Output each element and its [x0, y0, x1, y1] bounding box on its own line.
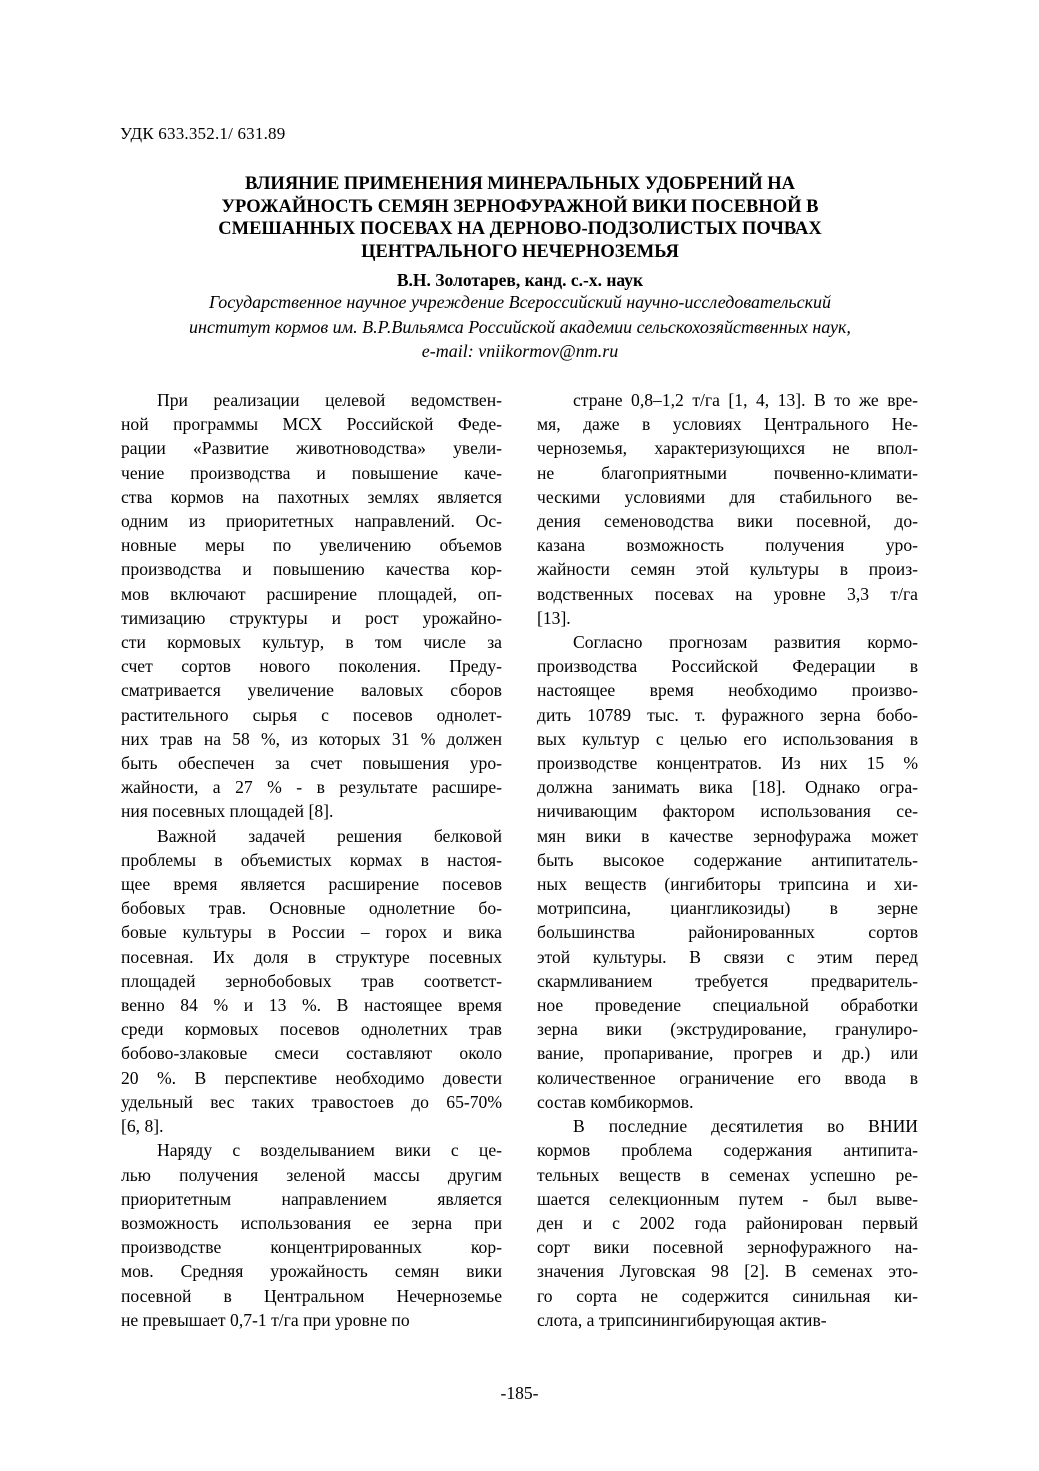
paragraph: [121, 388, 502, 824]
text-line: ческими условиями для стабильного ве-: [537, 486, 918, 507]
text-line: посевная. Их доля в структуре посевных: [121, 946, 502, 967]
text-line: ден и с 2002 года районирован первый: [537, 1212, 918, 1233]
affiliation-line: Государственное научное учреждение Всероссийский научно-исследовательский: [208, 292, 832, 312]
paragraph: [537, 630, 918, 1114]
text-line: сти кормовых культур, в том числе за: [121, 632, 502, 653]
page-number: -185-: [500, 1383, 539, 1403]
text-line: большинства районированных сортов: [537, 922, 918, 943]
text-line: мов включают расширение площадей, оп-: [121, 583, 502, 604]
text-line: ной программы МСХ Российской Феде-: [121, 414, 502, 435]
text-line: жайности, а 27 % - в результате расшире-: [121, 777, 502, 798]
text-line: венно 84 % и 13 %. В настоящее время: [121, 995, 502, 1016]
text-line: ных веществ (ингибиторы трипсина и хи-: [537, 874, 918, 895]
title-line: СМЕШАННЫХ ПОСЕВАХ НА ДЕРНОВО-ПОДЗОЛИСТЫХ ПОЧВАХ: [218, 219, 822, 239]
text-line: шается селекционным путем - был выве-: [537, 1188, 918, 1209]
text-line: не превышает 0,7-1 т/га при уровне по: [121, 1309, 410, 1330]
text-line: настоящее время необходимо произво-: [537, 680, 918, 701]
right-column: [537, 388, 918, 1332]
text-line: ное проведение специальной обработки: [537, 995, 918, 1016]
text-line: тимизацию структуры и рост урожайно-: [121, 607, 502, 628]
text-line: площадей зернобобовых трав соответст-: [121, 970, 502, 991]
text-line: слота, а трипсинингибирующая актив-: [537, 1309, 827, 1330]
paragraph: [537, 388, 918, 630]
text-line: приоритетным направлением является: [121, 1188, 502, 1209]
text-line: производства Российской Федерации в: [537, 656, 918, 677]
text-line: производстве концентрированных кор-: [121, 1237, 502, 1258]
title-line: УРОЖАЙНОСТЬ СЕМЯН ЗЕРНОФУРАЖНОЙ ВИКИ ПОСЕВНОЙ В: [221, 196, 819, 217]
text-line: зерна вики (экструдирование, гранулиро-: [537, 1019, 918, 1040]
text-line: черноземья, характеризующихся не впол-: [537, 438, 918, 459]
text-line: рации «Развитие животноводства» увели-: [121, 438, 502, 459]
text-line: скармливанием требуется предваритель-: [537, 970, 918, 991]
text-line: 20 %. В перспективе необходимо довести: [121, 1067, 502, 1088]
text-line: ничивающим фактором использования се-: [537, 801, 918, 822]
affiliation-email: e-mail: vniikormov@nm.ru: [421, 341, 619, 361]
text-line: производстве концентратов. Из них 15 %: [537, 753, 918, 774]
text-line: мов. Средняя урожайность семян вики: [121, 1261, 502, 1282]
text-line: дения семеноводства вики посевной, до-: [537, 511, 918, 532]
text-line: бобовых трав. Основные однолетние бо-: [121, 898, 502, 919]
text-line: мян вики в качестве зернофуража может: [537, 825, 918, 846]
text-line: кормов проблема содержания антипита-: [537, 1140, 918, 1161]
text-line: счет сортов нового поколения. Преду-: [121, 656, 502, 677]
title-line: ВЛИЯНИЕ ПРИМЕНЕНИЯ МИНЕРАЛЬНЫХ УДОБРЕНИЙ НА: [245, 174, 795, 194]
text-line: количественное ограничение его ввода в: [537, 1067, 918, 1088]
paragraph: [537, 1114, 918, 1332]
text-line: возможность использования ее зерна при: [121, 1212, 502, 1233]
text-line: растительного сырья с посевов однолет-: [121, 704, 502, 725]
text-line: лью получения зеленой массы другим: [121, 1164, 502, 1185]
text-line: дить 10789 тыс. т. фуражного зерна бобо-: [537, 704, 918, 725]
text-line: Согласно прогнозам развития кормо-: [573, 632, 918, 653]
author-line: В.Н. Золотарев, канд. с.-х. наук: [396, 270, 644, 290]
text-line: Наряду с возделыванием вики с це-: [157, 1140, 502, 1161]
text-line: бовые культуры в России – горох и вика: [121, 922, 502, 943]
text-line: посевной в Центральном Нечерноземье: [121, 1285, 502, 1306]
text-line: тельных веществ в семенах успешно ре-: [537, 1164, 918, 1185]
text-line: стране 0,8–1,2 т/га [1, 4, 13]. В то же вре-: [573, 390, 918, 410]
text-line: одним из приоритетных направлений. Ос-: [121, 511, 502, 532]
text-line: значения Луговская 98 [2]. В семенах это-: [537, 1261, 918, 1282]
text-line: проблемы в объемистых кормах в настоя-: [121, 849, 502, 870]
text-line: вых культур с целью его использования в: [537, 728, 918, 749]
text-line: В последние десятилетия во ВНИИ: [573, 1116, 918, 1137]
text-line: вание, пропаривание, прогрев и др.) или: [537, 1043, 918, 1064]
paragraph: [121, 1138, 502, 1332]
paragraph: [121, 824, 502, 1139]
text-line: ния посевных площадей [8].: [121, 801, 334, 822]
text-line: не благоприятными почвенно-климати-: [537, 462, 918, 483]
text-line: должна занимать вика [18]. Однако огра-: [537, 777, 918, 798]
udc-code: УДК 633.352.1/ 631.89: [120, 124, 286, 143]
text-line: При реализации целевой ведомствен-: [157, 390, 502, 410]
article-title: [110, 173, 930, 263]
text-line: го сорта не содержится синильная ки-: [537, 1285, 918, 1306]
text-line: мотрипсина, циангликозиды) в зерне: [537, 898, 918, 919]
text-line: производства и повышению качества кор-: [121, 559, 502, 580]
text-line: состав комбикормов.: [537, 1091, 694, 1112]
text-line: мя, даже в условиях Центрального Не-: [537, 414, 918, 435]
text-line: бобово-злаковые смеси составляют около: [121, 1043, 502, 1064]
text-line: казана возможность получения уро-: [537, 535, 918, 556]
text-line: удельный вес таких травостоев до 65-70%: [121, 1091, 502, 1112]
text-line: этой культуры. В связи с этим перед: [537, 946, 918, 967]
text-line: [13].: [537, 607, 571, 628]
text-line: быть высокое содержание антипитатель-: [537, 849, 918, 870]
title-line: ЦЕНТРАЛЬНОГО НЕЧЕРНОЗЕМЬЯ: [361, 241, 679, 262]
text-line: сорт вики посевной зернофуражного на-: [537, 1237, 918, 1258]
text-line: чение производства и повышение каче-: [121, 462, 502, 483]
text-line: Важной задачей решения белковой: [157, 825, 502, 846]
text-line: щее время является расширение посевов: [121, 874, 502, 895]
text-line: них трав на 58 %, из которых 31 % должен: [121, 728, 502, 749]
text-line: новные меры по увеличению объемов: [121, 535, 502, 556]
affiliation-line: институт кормов им. В.Р.Вильямса Российской академии сельскохозяйственных наук,: [189, 316, 851, 337]
affiliation: [110, 290, 930, 364]
text-line: жайности семян этой культуры в произ-: [537, 559, 918, 580]
left-column: [121, 388, 502, 1332]
text-line: [6, 8].: [121, 1116, 164, 1137]
text-line: быть обеспечен за счет повышения уро-: [121, 753, 502, 774]
text-line: ства кормов на пахотных землях является: [121, 486, 502, 507]
text-line: сматривается увеличение валовых сборов: [121, 680, 502, 701]
text-line: водственных посевах на уровне 3,3 т/га: [537, 583, 918, 604]
text-line: среди кормовых посевов однолетних трав: [121, 1019, 502, 1040]
